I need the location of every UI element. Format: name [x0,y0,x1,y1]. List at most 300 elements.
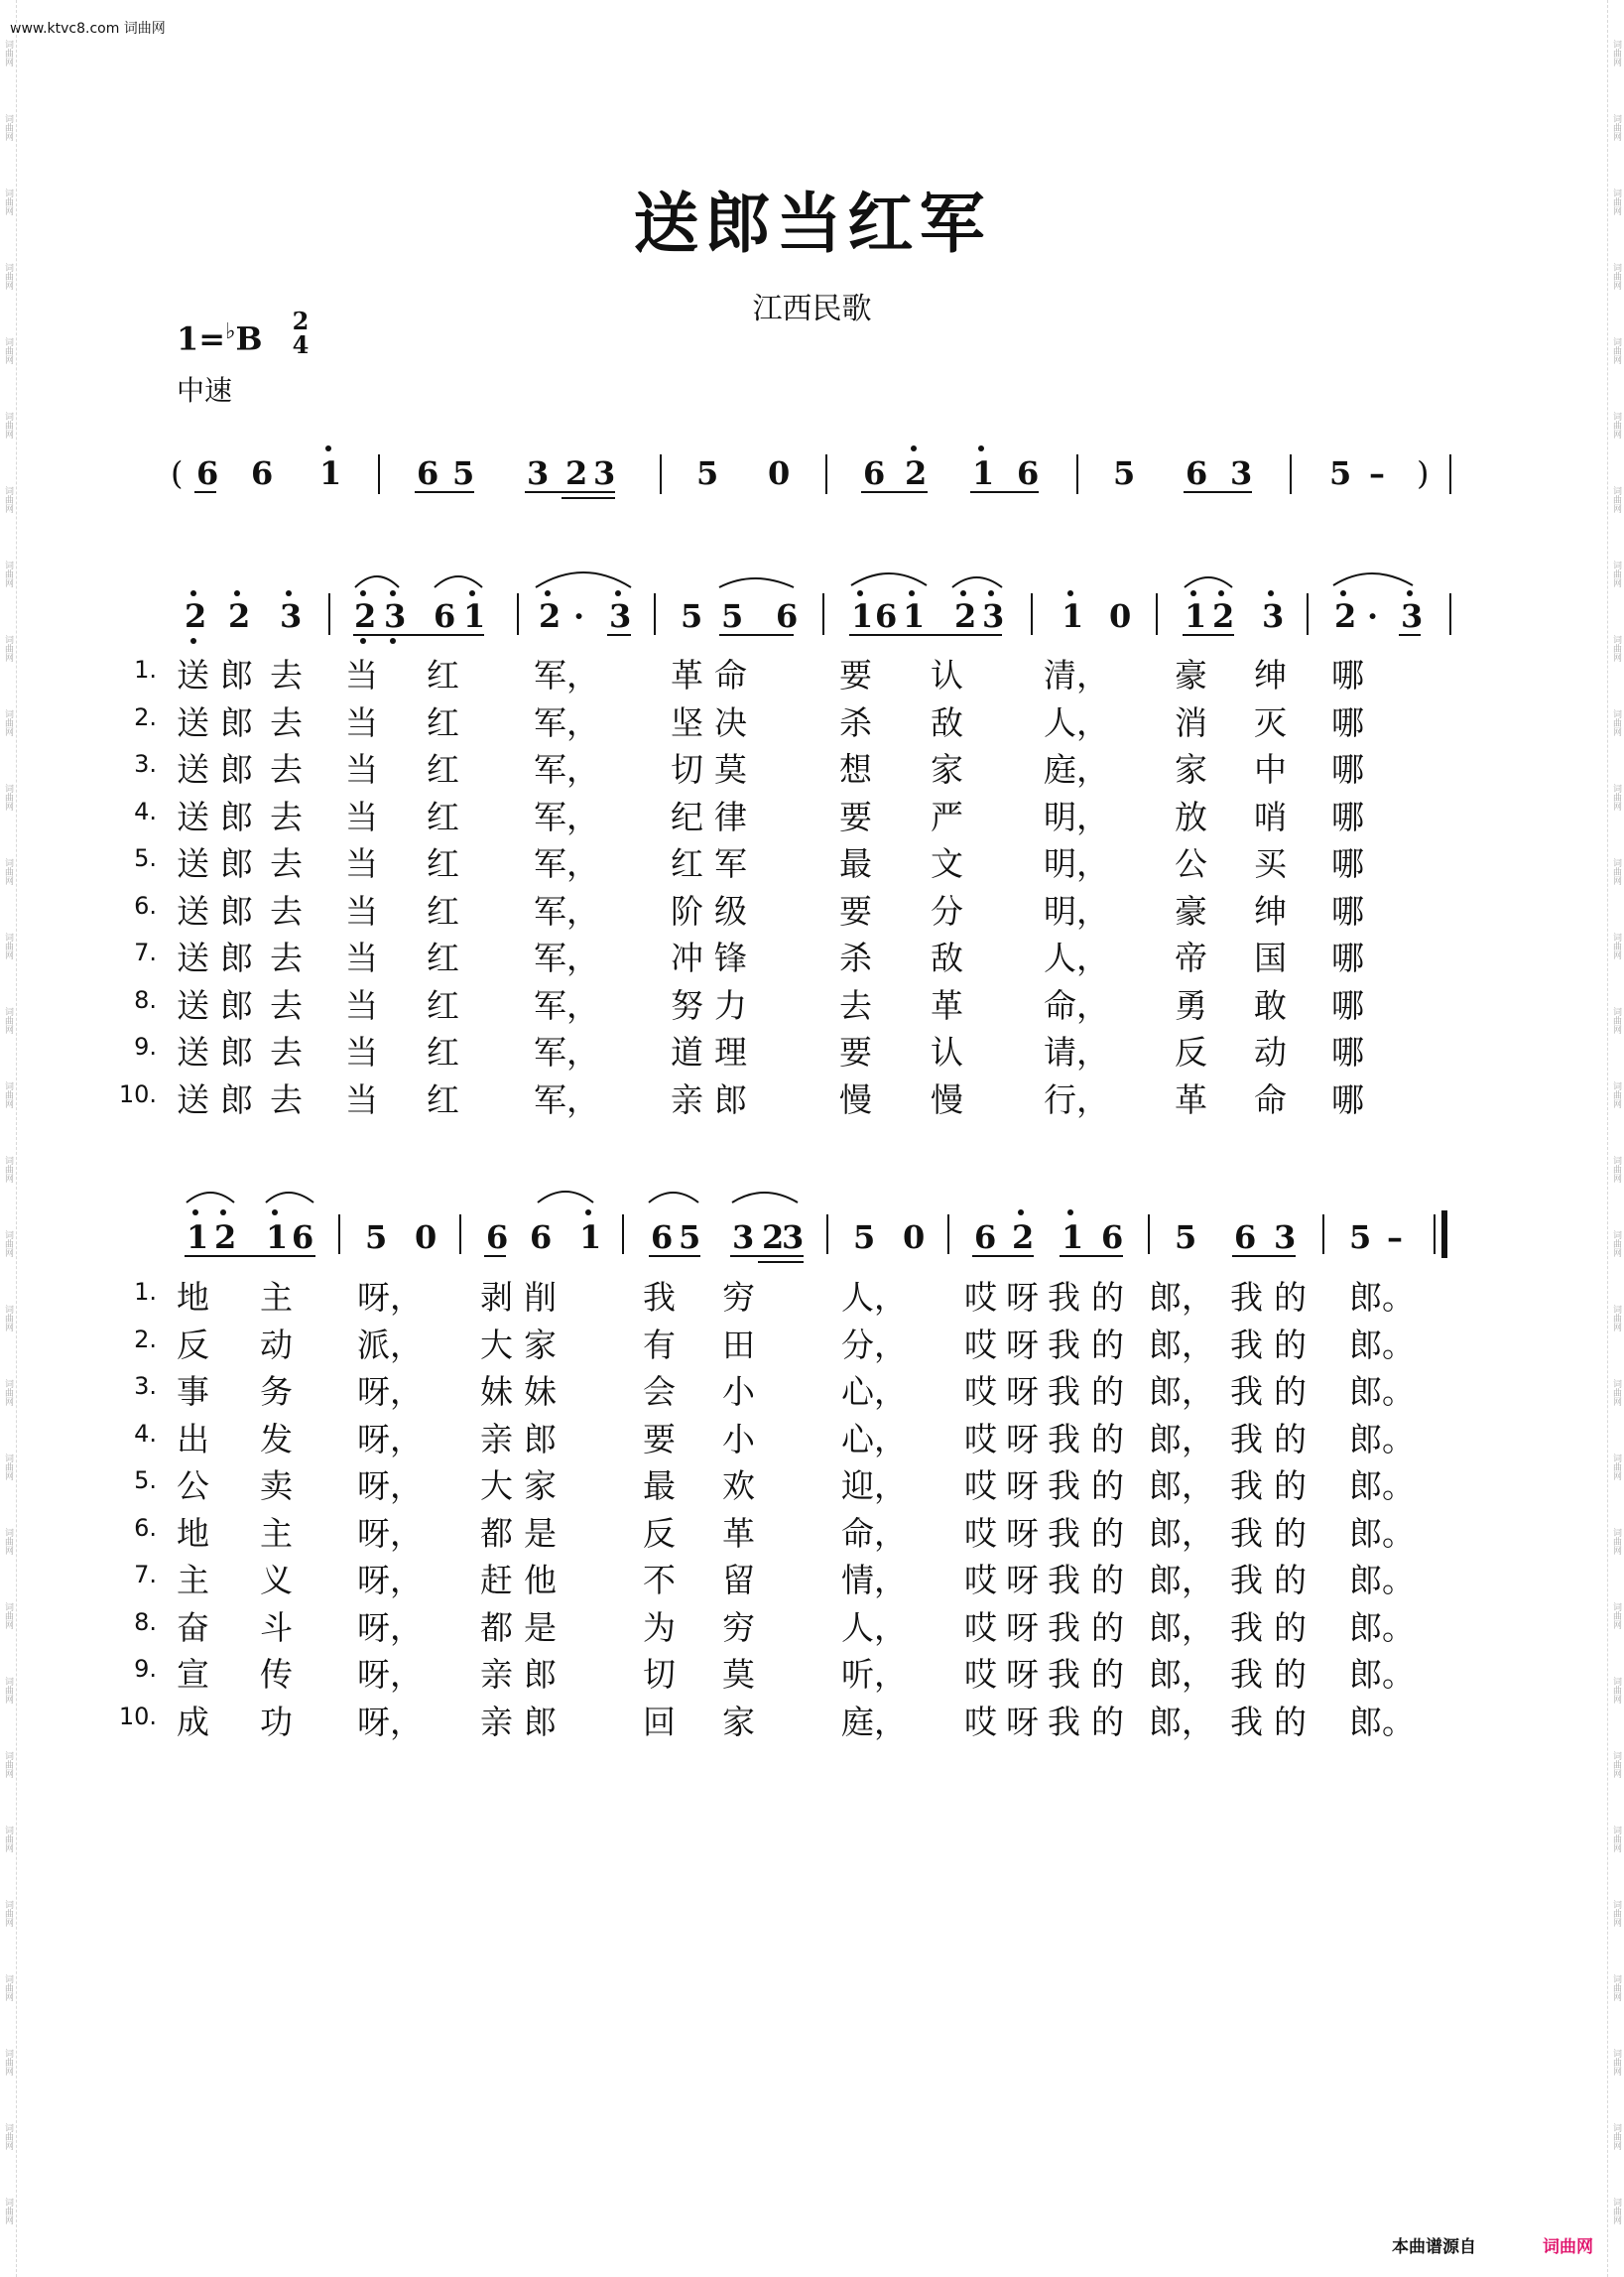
footer-source: 本曲谱源自 [1392,2237,1476,2257]
lyric-char: 庭， [1044,750,1109,789]
tempo-marking: 中速 [177,374,233,407]
lyric-char: 呀 [1006,1466,1039,1505]
margin-watermark-text: 词曲网 [3,1007,13,1034]
lyric-char: 哨 [1254,797,1287,836]
lyric-char: 要 [839,797,872,836]
svg-text:2: 2 [1212,597,1235,635]
lyric-char: 革 [671,656,703,695]
lyric-char: 主 [260,1513,293,1553]
lyric-char: 哪 [1331,939,1364,977]
margin-watermark-text: 词曲网 [3,1751,13,1778]
lyric-char: 我 [1048,1607,1080,1647]
lyric-char: 的 [1091,1466,1124,1505]
svg-text:3: 3 [384,597,407,635]
svg-text:5: 5 [452,454,475,492]
lyric-char: 地 [177,1513,209,1553]
verse-number: 6. [134,1513,157,1542]
lyric-char: 送 [177,797,209,836]
lyric-char: 反 [1175,1033,1207,1072]
lyric-char: 的 [1274,1325,1307,1364]
svg-text:5: 5 [679,1218,701,1256]
verse-number: 9. [134,1033,157,1061]
lyric-char: 人， [1044,702,1109,742]
margin-watermark-text: 词曲网 [3,1454,13,1480]
lyric-char: 人， [841,1607,907,1647]
lyric-char: 心， [841,1372,907,1411]
lyric-char: 呀， [357,1278,423,1317]
verse-number: 9. [134,1655,157,1683]
key-label: 1= [177,319,226,358]
lyric-char: 哪 [1331,844,1364,883]
lyric-char: 我 [1048,1325,1080,1364]
lyric-char: 人， [841,1278,907,1317]
lyric-char: 出 [177,1419,209,1458]
svg-text:1: 1 [972,454,995,492]
lyric-char: 当 [345,797,378,836]
lyric-char: 郎， [1149,1513,1214,1553]
flat-sign: ♭ [225,319,236,344]
lyric-char: 我 [1048,1372,1080,1411]
margin-watermark-text: 词曲网 [1611,1454,1621,1480]
lyric-char: 郎。 [1349,1561,1415,1599]
lyric-char: 呀， [357,1372,423,1411]
lyric-char: 郎 [524,1702,557,1741]
lyric-char: 锋 [714,939,747,977]
svg-text:2: 2 [354,597,377,635]
lyric-char: 哪 [1331,985,1364,1025]
lyric-char: 严 [931,797,963,836]
lyric-char: 郎 [220,750,253,789]
margin-watermark-text: 词曲网 [3,1305,13,1331]
svg-text:2: 2 [905,454,928,492]
margin-watermark-text: 词曲网 [3,1230,13,1257]
svg-text:·: · [1367,597,1379,635]
lyric-char: 绅 [1254,656,1287,695]
margin-watermark-text: 词曲网 [1611,263,1621,290]
verse-number: 5. [134,844,157,872]
margin-watermark-text: 词曲网 [3,1974,13,2001]
verse-number: 3. [134,1372,157,1400]
margin-watermark-text: 词曲网 [3,561,13,587]
lyric-char: 哪 [1331,1033,1364,1072]
lyric-char: 是 [524,1607,557,1647]
lyric-char: 红 [427,844,459,883]
margin-watermark-text: 词曲网 [1611,1602,1621,1629]
lyric-char: 红 [427,797,459,836]
svg-text:6: 6 [196,454,219,492]
lyric-char: 分 [931,891,963,931]
lyric-char: 红 [671,844,703,883]
lyric-char: 红 [427,891,459,931]
lyric-char: 的 [1274,1561,1307,1599]
lyric-char: 地 [177,1278,209,1317]
svg-text:5: 5 [365,1218,388,1256]
lyric-char: 派， [357,1325,423,1364]
margin-watermark-text: 词曲网 [3,1081,13,1108]
lyric-char: 我 [1230,1702,1263,1741]
margin-watermark-text: 词曲网 [3,2123,13,2150]
lyric-char: 呀 [1006,1372,1039,1411]
verse-number: 2. [134,1325,157,1353]
lyric-char: 努 [671,985,703,1025]
lyric-char: 郎， [1149,1466,1214,1505]
lyric-char: 哪 [1331,797,1364,836]
lyric-char: 红 [427,702,459,742]
margin-watermark-text: 词曲网 [3,858,13,885]
lyric-char: 当 [345,1033,378,1072]
svg-text:6: 6 [1017,454,1040,492]
lyric-char: 呀 [1006,1607,1039,1647]
margin-watermark-text: 词曲网 [1611,40,1621,66]
lyric-char: 最 [839,844,872,883]
verse-number: 7. [134,939,157,966]
margin-watermark-text: 词曲网 [3,114,13,141]
lyric-char: 郎 [524,1655,557,1694]
lyric-char: 郎。 [1349,1278,1415,1317]
margin-watermark-text: 词曲网 [3,486,13,513]
margin-watermark-text: 词曲网 [1611,1826,1621,1852]
lyric-char: 文 [931,844,963,883]
lyric-char: 我 [1230,1419,1263,1458]
lyric-char: 杀 [839,939,872,977]
lyric-char: 行， [1044,1079,1109,1119]
lyric-char: 的 [1274,1513,1307,1553]
lyric-char: 去 [270,891,303,931]
lyric-char: 公 [1175,844,1207,883]
lyric-char: 送 [177,985,209,1025]
margin-watermark-text: 词曲网 [3,189,13,215]
verse-number: 4. [134,797,157,825]
lyric-char: 为 [643,1607,676,1647]
margin-watermark-text: 词曲网 [1611,1156,1621,1183]
margin-watermark-text: 词曲网 [3,709,13,736]
svg-text:2: 2 [565,454,588,492]
svg-text:6: 6 [875,597,898,635]
lyric-char: 当 [345,939,378,977]
lyric-char: 消 [1175,702,1207,742]
margin-watermark-text: 词曲网 [3,1602,13,1629]
lyric-char: 哎 [964,1372,997,1411]
lyric-char: 郎 [714,1079,747,1119]
lyric-char: 呀， [357,1561,423,1599]
svg-text:): ) [1417,454,1430,492]
lyric-char: 穷 [722,1278,755,1317]
lyric-char: 红 [427,1079,459,1119]
lyric-char: 呀 [1006,1419,1039,1458]
svg-text:–: – [1387,1218,1403,1256]
lyric-char: 莫 [722,1655,755,1694]
svg-text:6: 6 [434,597,456,635]
lyric-char: 军， [534,702,599,742]
lyric-char: 反 [643,1513,676,1553]
lyric-char: 革 [931,985,963,1025]
margin-watermark-text: 词曲网 [3,412,13,439]
svg-text:1: 1 [1062,1218,1084,1256]
lyric-char: 放 [1175,797,1207,836]
lyric-char: 的 [1091,1372,1124,1411]
lyric-char: 家 [722,1702,755,1741]
svg-text:1: 1 [903,597,926,635]
lyric-char: 郎 [220,844,253,883]
margin-watermark-text: 词曲网 [1611,1379,1621,1406]
lyric-char: 家 [524,1325,557,1364]
lyric-char: 的 [1274,1607,1307,1647]
lyric-char: 军 [714,844,747,883]
lyric-char: 会 [643,1372,676,1411]
lyric-char: 田 [722,1325,755,1364]
svg-text:2: 2 [954,597,977,635]
site-watermark: www.ktvc8.com 词曲网 [10,21,166,37]
svg-text:3: 3 [1401,597,1424,635]
lyric-char: 理 [714,1033,747,1072]
lyric-char: 我 [1048,1466,1080,1505]
margin-watermark-text: 词曲网 [1611,189,1621,215]
lyric-char: 郎 [220,891,253,931]
margin-watermark-text: 词曲网 [3,1677,13,1704]
lyric-char: 去 [270,1079,303,1119]
lyric-char: 我 [1048,1513,1080,1553]
lyric-char: 他 [524,1561,557,1599]
svg-text:6: 6 [863,454,886,492]
lyric-char: 红 [427,750,459,789]
lyric-char: 郎。 [1349,1419,1415,1458]
svg-text:3: 3 [609,597,632,635]
verse-number: 7. [134,1561,157,1588]
verse-number: 6. [134,891,157,920]
time-top: 2 [292,307,310,335]
lyric-char: 红 [427,1033,459,1072]
lyric-char: 郎， [1149,1372,1214,1411]
lyric-char: 呀 [1006,1513,1039,1553]
lyric-char: 命 [714,656,747,695]
lyric-char: 的 [1274,1655,1307,1694]
lyric-char: 呀， [357,1513,423,1553]
lyric-char: 呀， [357,1419,423,1458]
lyric-char: 的 [1274,1372,1307,1411]
lyric-char: 成 [177,1702,209,1741]
margin-watermark-text: 词曲网 [1611,1230,1621,1257]
margin-watermark-text: 词曲网 [1611,1974,1621,2001]
lyric-char: 郎 [220,985,253,1025]
lyric-char: 欢 [722,1466,755,1505]
lyric-char: 郎 [220,1079,253,1119]
lyric-char: 郎 [220,702,253,742]
lyric-char: 大 [480,1325,513,1364]
lyric-char: 命， [1044,985,1109,1025]
lyric-char: 勇 [1175,985,1207,1025]
lyric-char: 道 [671,1033,703,1072]
lyric-char: 送 [177,750,209,789]
lyric-char: 郎 [220,656,253,695]
lyric-char: 削 [524,1278,557,1317]
margin-watermark-text: 词曲网 [1611,1305,1621,1331]
lyric-char: 送 [177,702,209,742]
lyric-char: 请， [1044,1033,1109,1072]
lyric-char: 军， [534,1079,599,1119]
margin-watermark-text: 词曲网 [1611,1081,1621,1108]
lyric-char: 我 [1048,1655,1080,1694]
lyric-char: 郎。 [1349,1607,1415,1647]
lyric-char: 去 [270,844,303,883]
lyric-char: 命， [841,1513,907,1553]
lyric-char: 我 [1048,1278,1080,1317]
lyric-char: 送 [177,656,209,695]
lyric-char: 当 [345,750,378,789]
lyric-char: 郎， [1149,1655,1214,1694]
lyric-char: 我 [1048,1419,1080,1458]
key-note: B [235,319,263,358]
lyric-char: 我 [1230,1561,1263,1599]
svg-text:2: 2 [539,597,562,635]
lyric-char: 红 [427,939,459,977]
lyric-char: 郎， [1149,1561,1214,1599]
margin-watermark-text: 词曲网 [1611,2198,1621,2224]
lyric-char: 妹 [524,1372,557,1411]
lyric-char: 哎 [964,1419,997,1458]
lyric-char: 去 [270,750,303,789]
svg-text:3: 3 [1274,1218,1297,1256]
lyric-char: 家 [1175,750,1207,789]
lyric-char: 我 [1230,1372,1263,1411]
lyric-char: 当 [345,844,378,883]
lyric-char: 郎， [1149,1325,1214,1364]
margin-watermark-text: 词曲网 [1611,1751,1621,1778]
footer-brand: 词曲网 [1543,2237,1593,2257]
margin-watermark-text: 词曲网 [3,337,13,364]
lyric-char: 哎 [964,1607,997,1647]
lyric-char: 级 [714,891,747,931]
lyric-char: 律 [714,797,747,836]
svg-text:5: 5 [696,454,719,492]
lyric-char: 郎， [1149,1278,1214,1317]
svg-text:5: 5 [681,597,703,635]
lyric-char: 反 [177,1325,209,1364]
lyric-char: 敌 [931,702,963,742]
lyric-char: 切 [643,1655,676,1694]
lyric-char: 红 [427,656,459,695]
svg-text:0: 0 [903,1218,926,1256]
lyric-char: 奋 [177,1607,209,1647]
lyric-char: 的 [1091,1419,1124,1458]
lyric-char: 郎， [1149,1419,1214,1458]
margin-watermark-text: 词曲网 [3,40,13,66]
svg-text:3: 3 [593,454,616,492]
margin-watermark-text: 词曲网 [3,1900,13,1927]
lyric-char: 剥 [480,1278,513,1317]
lyric-char: 主 [260,1278,293,1317]
margin-watermark-text: 词曲网 [1611,858,1621,885]
svg-text:1: 1 [266,1218,289,1256]
svg-text:3: 3 [782,1218,805,1256]
svg-text:1: 1 [463,597,486,635]
svg-text:5: 5 [721,597,744,635]
lyric-char: 呀， [357,1607,423,1647]
lyric-char: 当 [345,985,378,1025]
margin-watermark-text: 词曲网 [3,784,13,811]
lyric-char: 当 [345,702,378,742]
svg-text:3: 3 [1262,597,1285,635]
lyric-char: 命 [1254,1079,1287,1119]
lyric-char: 革 [1175,1079,1207,1119]
lyric-char: 卖 [260,1466,293,1505]
lyric-char: 要 [839,1033,872,1072]
svg-text:6: 6 [651,1218,674,1256]
svg-text:2: 2 [1334,597,1357,635]
lyric-char: 郎。 [1349,1325,1415,1364]
svg-text:5: 5 [853,1218,876,1256]
lyric-char: 冲 [671,939,703,977]
lyric-char: 明， [1044,797,1109,836]
lyric-char: 哎 [964,1325,997,1364]
lyric-char: 去 [839,985,872,1025]
lyric-char: 的 [1091,1561,1124,1599]
lyric-char: 送 [177,1033,209,1072]
lyric-char: 军， [534,1033,599,1072]
lyric-char: 最 [643,1466,676,1505]
lyric-char: 当 [345,656,378,695]
lyric-char: 我 [1230,1325,1263,1364]
lyric-char: 家 [524,1466,557,1505]
lyric-char: 务 [260,1372,293,1411]
svg-text:5: 5 [1329,454,1352,492]
lyric-char: 功 [260,1702,293,1741]
lyric-char: 的 [1274,1419,1307,1458]
lyric-char: 送 [177,844,209,883]
lyric-char: 亲 [480,1419,513,1458]
svg-text:·: · [573,597,585,635]
lyric-char: 当 [345,1079,378,1119]
margin-watermark-text: 词曲网 [1611,1900,1621,1927]
lyric-char: 哪 [1331,1079,1364,1119]
svg-text:3: 3 [982,597,1005,635]
svg-text:6: 6 [1234,1218,1257,1256]
lyric-char: 的 [1091,1702,1124,1741]
lyric-char: 哎 [964,1561,997,1599]
lyric-char: 哎 [964,1702,997,1741]
lyric-char: 去 [270,985,303,1025]
margin-watermark-text: 词曲网 [1611,784,1621,811]
svg-text:1: 1 [1185,597,1207,635]
lyric-char: 我 [1230,1278,1263,1317]
lyric-char: 纪 [671,797,703,836]
svg-text:2: 2 [762,1218,785,1256]
lyric-char: 送 [177,891,209,931]
lyric-char: 我 [1230,1607,1263,1647]
svg-text:6: 6 [776,597,799,635]
lyric-char: 迎， [841,1466,907,1505]
lyric-char: 革 [722,1513,755,1553]
lyric-char: 军， [534,985,599,1025]
lyric-char: 的 [1091,1607,1124,1647]
lyric-char: 力 [714,985,747,1025]
lyric-char: 分， [841,1325,907,1364]
lyric-char: 呀 [1006,1278,1039,1317]
lyric-char: 送 [177,1079,209,1119]
svg-text:3: 3 [527,454,550,492]
margin-watermark-text: 词曲网 [1611,412,1621,439]
lyric-char: 去 [270,939,303,977]
svg-text:1: 1 [851,597,874,635]
verse-number: 3. [134,750,157,778]
margin-watermark-text: 词曲网 [1611,1677,1621,1704]
svg-text:5: 5 [1349,1218,1372,1256]
margin-watermark-text: 词曲网 [3,1528,13,1555]
lyric-char: 我 [1230,1655,1263,1694]
lyric-char: 军， [534,797,599,836]
lyric-char: 慢 [931,1079,963,1119]
lyric-char: 不 [643,1561,676,1599]
lyric-char: 的 [1274,1702,1307,1741]
